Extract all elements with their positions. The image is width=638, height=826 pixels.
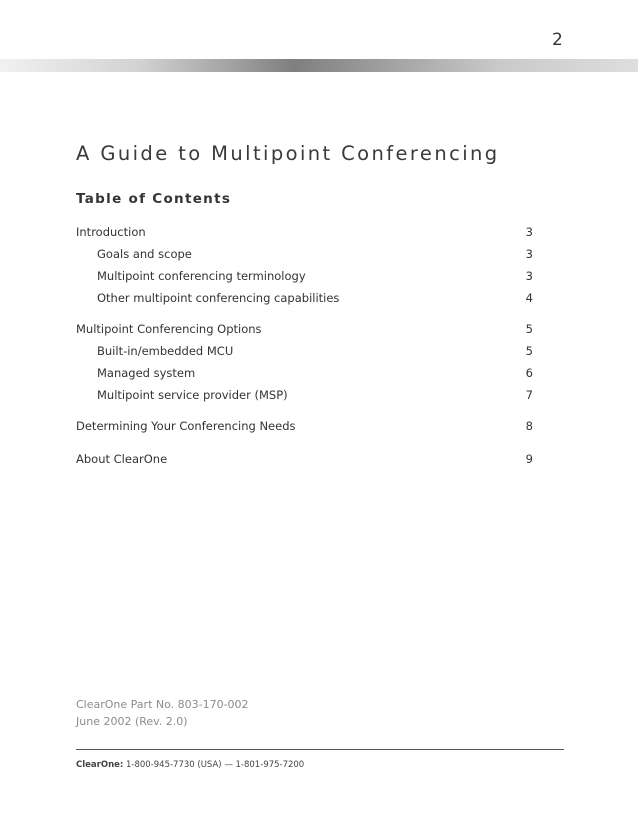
toc-entry-page: 5: [525, 322, 533, 336]
toc-entry-msp[interactable]: [76, 386, 533, 404]
toc-entry-page: 3: [525, 225, 533, 239]
toc-entry-label: Other multipoint conferencing capabilities: [97, 291, 340, 305]
footer-phone-numbers: 1-800-945-7730 (USA) — 1-801-975-7200: [126, 760, 305, 770]
revision-date: June 2002 (Rev. 2.0): [76, 715, 188, 728]
toc-entry-terminology[interactable]: [76, 267, 533, 285]
toc-entry-goals-and-scope[interactable]: [76, 245, 533, 263]
toc-entry-page: 8: [525, 419, 533, 433]
header-gradient-bar: [0, 59, 638, 72]
footer-divider: [76, 749, 564, 750]
toc-entry-label: Determining Your Conferencing Needs: [76, 419, 296, 433]
toc-entry-label: Multipoint service provider (MSP): [97, 388, 288, 402]
toc-entry-label: Multipoint Conferencing Options: [76, 322, 262, 336]
toc-entry-page: 7: [525, 388, 533, 402]
toc-entry-embedded-mcu[interactable]: [76, 342, 533, 360]
toc-entry-introduction[interactable]: [76, 223, 533, 241]
footer-brand: ClearOne:: [76, 760, 124, 770]
toc-entry-label: Multipoint conferencing terminology: [97, 269, 306, 283]
toc-entry-label: About ClearOne: [76, 452, 168, 466]
part-number: ClearOne Part No. 803-170-002: [76, 698, 249, 711]
footer: [76, 760, 304, 770]
toc-entry-page: 4: [525, 291, 533, 305]
toc-entry-page: 6: [525, 366, 533, 380]
part-info: [76, 696, 249, 730]
toc-entry-page: 3: [525, 269, 533, 283]
toc-entry-label: Introduction: [76, 225, 146, 239]
toc-entry-about-clearone[interactable]: [76, 450, 533, 468]
toc-entry-conferencing-needs[interactable]: [76, 417, 533, 435]
toc-entry-label: Built-in/embedded MCU: [97, 344, 234, 358]
toc-entry-page: 5: [525, 344, 533, 358]
page-number: 2: [552, 30, 563, 50]
toc-entry-managed-system[interactable]: [76, 364, 533, 382]
toc-heading: Table of Contents: [76, 191, 232, 207]
toc-entry-page: 3: [525, 247, 533, 261]
document-title: A Guide to Multipoint Conferencing: [76, 142, 500, 165]
toc-entry-page: 9: [525, 452, 533, 466]
toc-entry-conferencing-options[interactable]: [76, 320, 533, 338]
toc-entry-other-capabilities[interactable]: [76, 289, 533, 307]
toc-entry-label: Managed system: [97, 366, 196, 380]
toc-entry-label: Goals and scope: [97, 247, 192, 261]
